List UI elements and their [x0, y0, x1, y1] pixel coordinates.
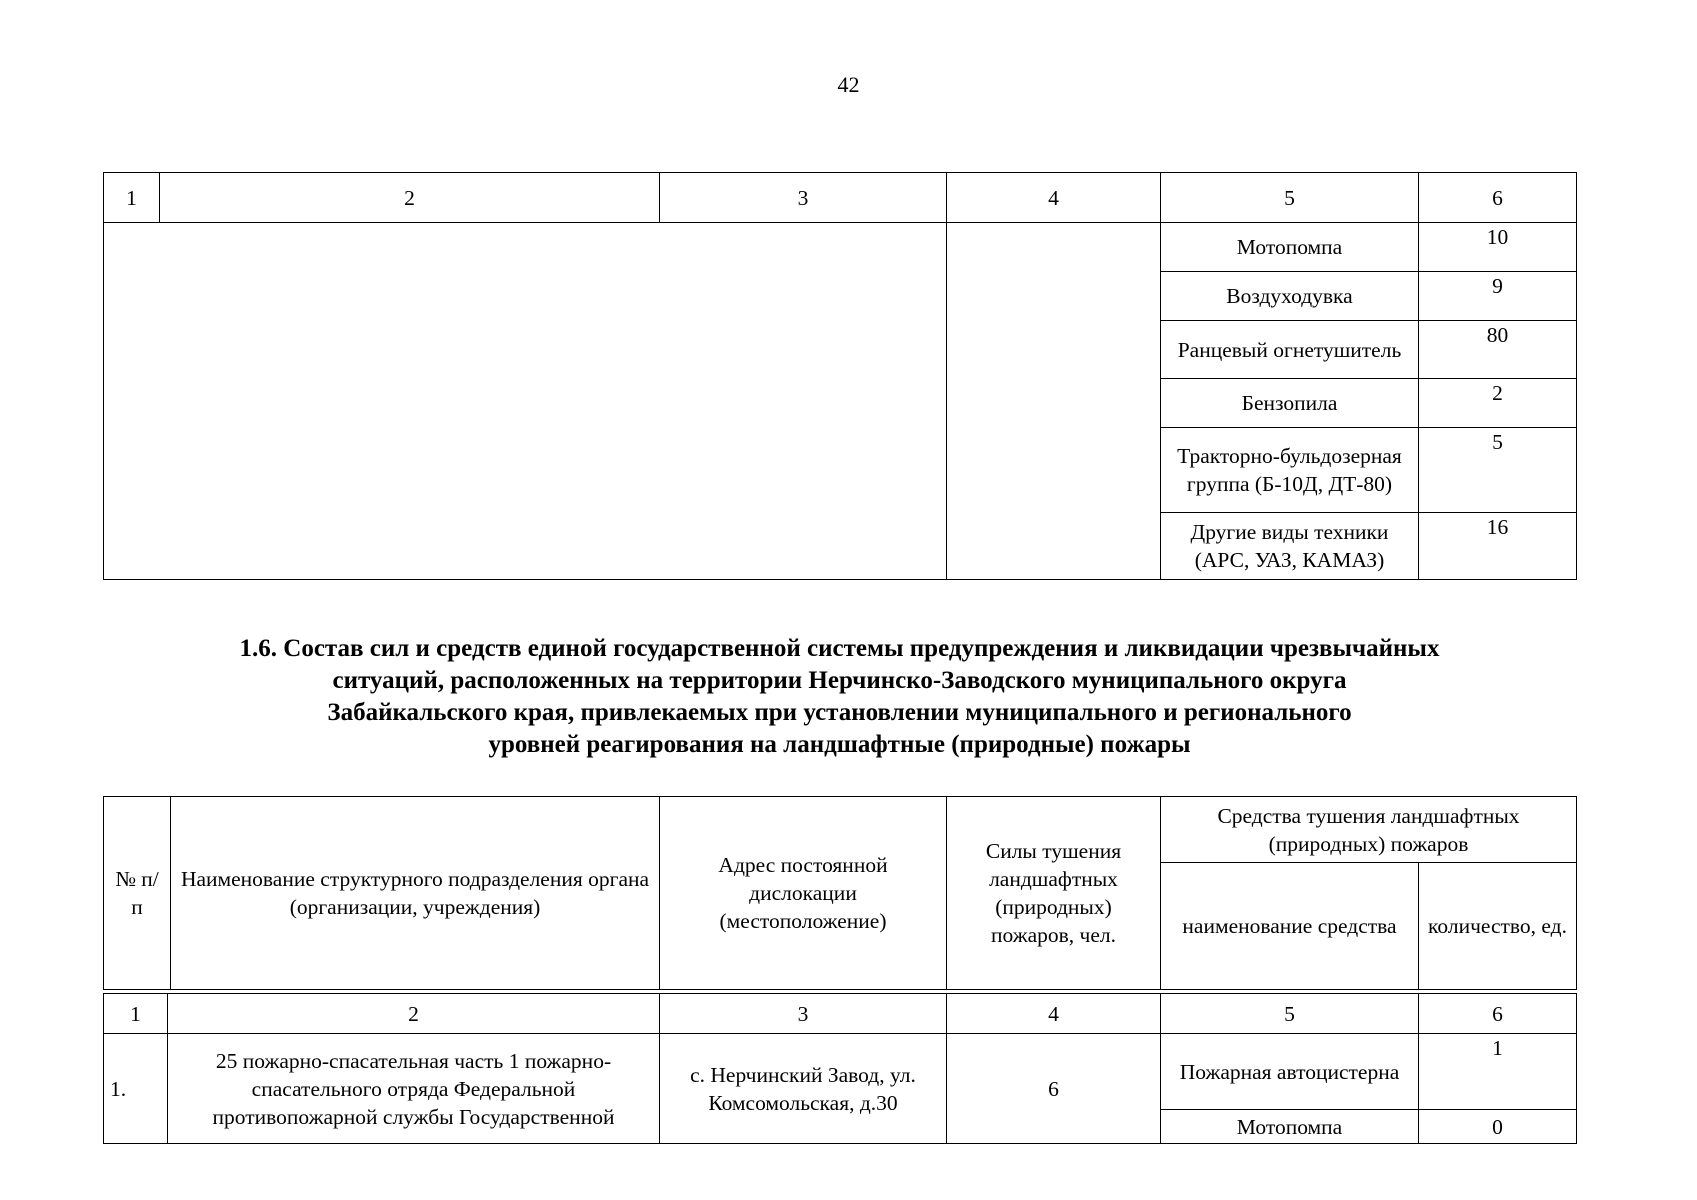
header-means-name: наименование средства [1161, 863, 1419, 990]
means-name-cell: Ранцевый огнетушитель [1161, 321, 1419, 379]
column-number: 2 [168, 994, 660, 1034]
means-name-cell: Мотопомпа [1161, 223, 1419, 272]
header-means: Средства тушения ландшафтных (природных) пожаров [1161, 797, 1577, 863]
column-number: 1 [104, 994, 168, 1034]
address-cell: с. Нерчинский Завод, ул. Комсомольская, д.30 [660, 1034, 947, 1144]
column-number: 2 [160, 173, 660, 223]
continued-table [103, 172, 1577, 580]
empty-merged-cell [104, 223, 947, 580]
means-qty-cell: 2 [1419, 379, 1577, 428]
header-row [104, 797, 1577, 863]
column-number: 6 [1419, 173, 1577, 223]
means-qty-cell: 9 [1419, 272, 1577, 321]
header-forces: Силы тушения ландшафтных (природных) пожаров, чел. [947, 797, 1161, 990]
means-qty-cell: 16 [1419, 513, 1577, 580]
column-number-row [104, 994, 1577, 1034]
means-name-cell: Тракторно-бульдозерная группа (Б-10Д, ДТ-80) [1161, 428, 1419, 513]
main-table-header [103, 796, 1577, 990]
header-means-qty: количество, ед. [1419, 863, 1577, 990]
means-qty-cell: 80 [1419, 321, 1577, 379]
means-qty-cell: 10 [1419, 223, 1577, 272]
column-number: 5 [1161, 173, 1419, 223]
section-heading [103, 633, 1576, 761]
column-number: 3 [660, 173, 947, 223]
means-name-cell: Бензопила [1161, 379, 1419, 428]
header-name: Наименование структурного подразделения органа (организации, учреждения) [171, 797, 660, 990]
header-num: № п/п [104, 797, 171, 990]
unit-name-cell: 25 пожарно-спасательная часть 1 пожарно-спасательного отряда Федеральной противопожарной службы Государственной [168, 1034, 660, 1144]
column-number: 1 [104, 173, 160, 223]
means-name-cell: Воздуходувка [1161, 272, 1419, 321]
forces-cell: 6 [947, 1034, 1161, 1144]
means-qty-cell: 1 [1419, 1034, 1577, 1110]
table-row [104, 223, 1577, 272]
heading-line: Забайкальского края, привлекаемых при установлении муниципального и регионального [327, 699, 1352, 726]
means-name-cell: Мотопомпа [1161, 1110, 1419, 1144]
means-name-cell: Другие виды техники (АРС, УАЗ, КАМАЗ) [1161, 513, 1419, 580]
means-name-cell: Пожарная автоцистерна [1161, 1034, 1419, 1110]
heading-line: уровней реагирования на ландшафтные (природные) пожары [488, 731, 1191, 758]
means-qty-cell: 0 [1419, 1110, 1577, 1144]
column-number: 4 [947, 994, 1161, 1034]
column-number: 3 [660, 994, 947, 1034]
heading-line: 1.6. Состав сил и средств единой государственной системы предупреждения и ликвидации чрезвычайных [239, 635, 1440, 662]
column-number-row [104, 173, 1577, 223]
column-number: 6 [1419, 994, 1577, 1034]
table-row [104, 1034, 1577, 1110]
column-number: 5 [1161, 994, 1419, 1034]
main-table-body [103, 993, 1577, 1144]
page-number: 42 [837, 72, 860, 97]
means-qty-cell: 5 [1419, 428, 1577, 513]
header-address: Адрес постоянной дислокации (местоположение) [660, 797, 947, 990]
empty-forces-cell [947, 223, 1161, 580]
heading-line: ситуаций, расположенных на территории Нерчинско-Заводского муниципального округа [332, 667, 1347, 694]
row-num-cell: 1. [104, 1034, 168, 1144]
column-number: 4 [947, 173, 1161, 223]
